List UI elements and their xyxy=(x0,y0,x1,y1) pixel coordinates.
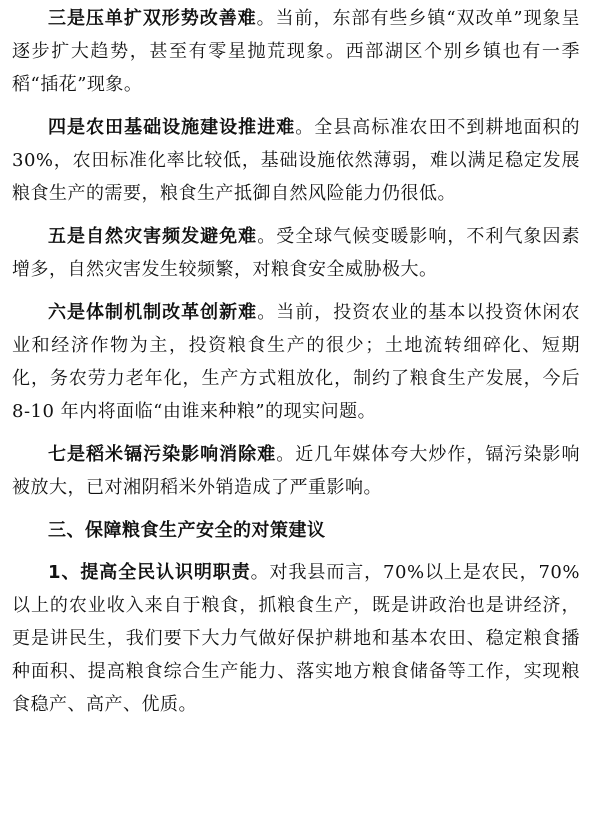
paragraph-recommendation-one xyxy=(12,556,580,721)
paragraph-text: 。当前，东部有些乡镇“双改单”现象呈逐步扩大趋势，甚至有零星抛荒现象。西部湖区个别乡镇也有一季稻“插花”现象。 xyxy=(12,8,581,95)
paragraph-text: 。当前，投资农业的基本以投资休闲农业和经济作物为主，投资粮食生产的很少；土地流转细碎化、短期化，务农劳力老年化，生产方式粗放化，制约了粮食生产发展，今后 8-10 年内将面临“由谁来种粮”的现实问题。 xyxy=(12,302,580,422)
paragraph-text: 。近几年媒体夸大炒作，镉污染影响被放大，已对湘阴稻米外销造成了严重影响。 xyxy=(12,444,581,498)
paragraph-four xyxy=(12,111,580,210)
paragraph-lead: 1、提高全民认识明职责 xyxy=(48,562,251,583)
paragraph-text: 。全县高标准农田不到耕地面积的 30%，农田标准化率比较低，基础设施依然薄弱，难以满足稳定发展粮食生产的需要，粮食生产抵御自然风险能力仍很低。 xyxy=(12,117,581,204)
paragraph-text: 。受全球气候变暖影响，不利气象因素增多，自然灾害发生较频繁，对粮食安全威胁极大。 xyxy=(12,226,580,280)
paragraph-lead: 七是稻米镉污染影响消除难 xyxy=(48,444,277,465)
paragraph-six xyxy=(12,296,580,428)
paragraph-text: 。对我县而言，70%以上是农民，70%以上的农业收入来自于粮食，抓粮食生产，既是讲政治也是讲经济，更是讲民生，我们要下大力气做好保护耕地和基本农田、稳定粮食播种面积、提高粮食综合生产能力、落实地方粮食储备等工作，实现粮食稳产、高产、优质。 xyxy=(12,562,580,715)
document-page xyxy=(12,2,580,731)
paragraph-lead: 三是压单扩双形势改善难 xyxy=(48,8,257,29)
paragraph-lead: 五是自然灾害频发避免难 xyxy=(48,226,258,247)
paragraph-seven xyxy=(12,438,580,504)
paragraph-lead: 六是体制机制改革创新难 xyxy=(48,302,258,323)
paragraph-lead: 四是农田基础设施建设推进难 xyxy=(48,117,296,138)
section-heading: 三、保障粮食生产安全的对策建议 xyxy=(48,520,326,541)
paragraph-five xyxy=(12,220,580,286)
paragraph-three xyxy=(12,2,580,101)
